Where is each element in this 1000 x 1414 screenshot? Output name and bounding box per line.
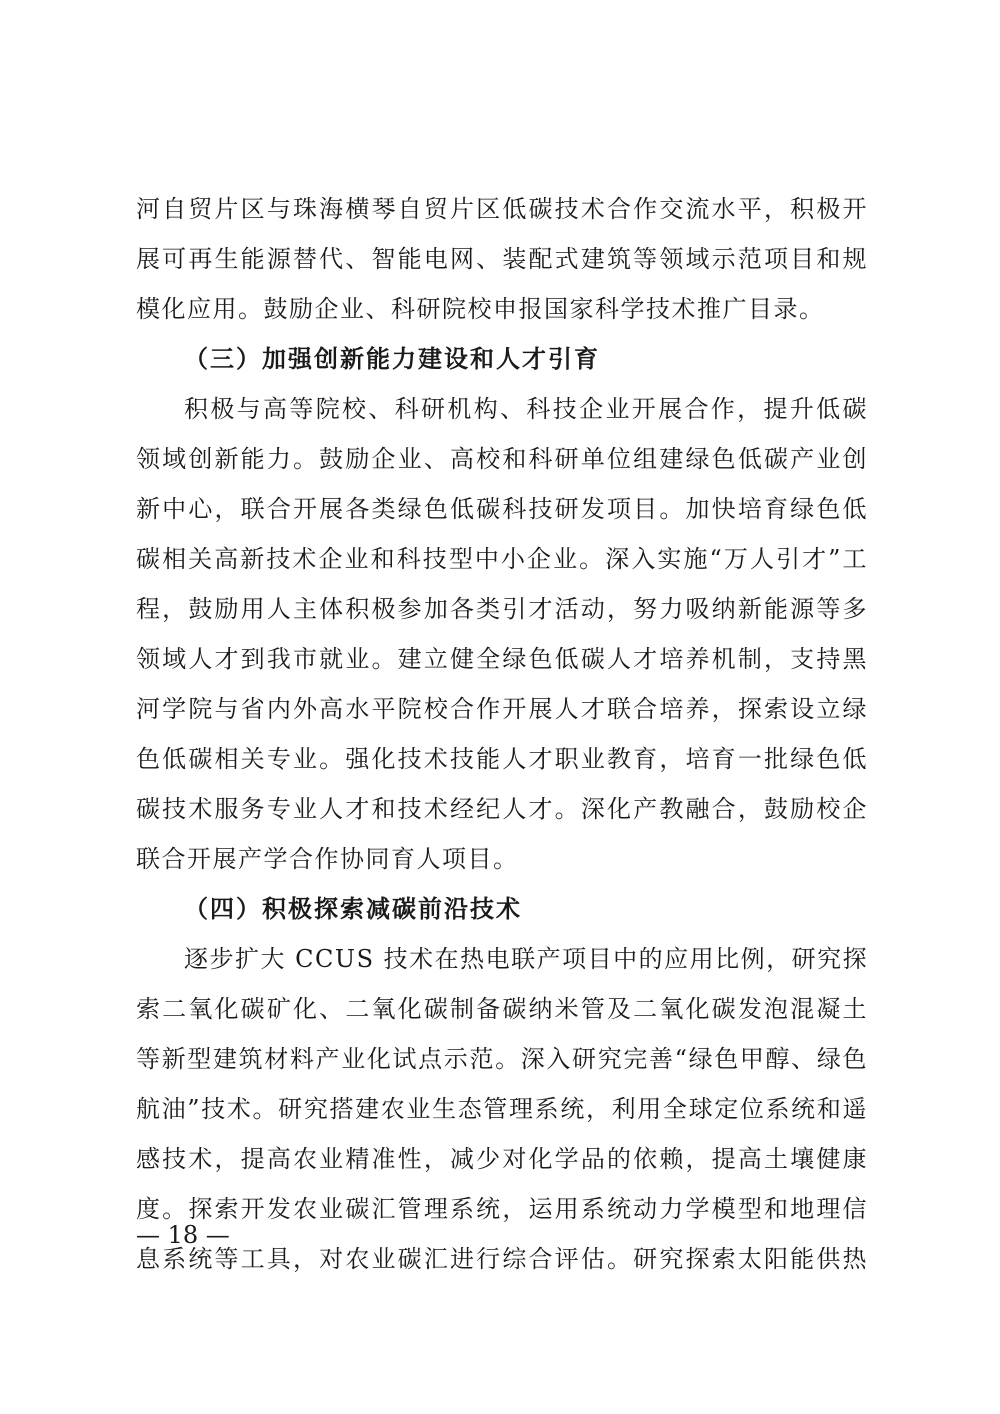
paragraph-line: 度。探索开发农业碳汇管理系统，运用系统动力学模型和地理信 [136,1195,868,1223]
paragraph-line: 碳相关高新技术企业和科技型中小企业。深入实施“万人引才”工 [136,545,868,573]
paragraph-line: 程，鼓励用人主体积极参加各类引才活动，努力吸纳新能源等多 [136,595,868,623]
paragraph-line: 息系统等工具，对农业碳汇进行综合评估。研究探索太阳能供热 [136,1245,868,1273]
paragraph-line: 领域人才到我市就业。建立健全绿色低碳人才培养机制，支持黑 [136,645,868,673]
paragraph-line: 色低碳相关专业。强化技术技能人才职业教育，培育一批绿色低 [136,745,868,773]
paragraph-line: 等新型建筑材料产业化试点示范。深入研究完善“绿色甲醇、绿色 [136,1045,868,1073]
paragraph-line: 逐步扩大 CCUS 技术在热电联产项目中的应用比例，研究探 [184,945,868,973]
paragraph-line: 河学院与省内外高水平院校合作开展人才联合培养，探索设立绿 [136,695,868,723]
paragraph-line: 碳技术服务专业人才和技术经纪人才。深化产教融合，鼓励校企 [136,795,868,823]
document-body [136,184,868,1284]
paragraph-line: 感技术，提高农业精准性，减少对化学品的依赖，提高土壤健康 [136,1145,868,1173]
paragraph-line: 索二氧化碳矿化、二氧化碳制备碳纳米管及二氧化碳发泡混凝土 [136,995,868,1023]
paragraph-line: 新中心，联合开展各类绿色低碳科技研发项目。加快培育绿色低 [136,495,868,523]
paragraph-line: 模化应用。鼓励企业、科研院校申报国家科学技术推广目录。 [136,295,825,323]
paragraph-line: 航油”技术。研究搭建农业生态管理系统，利用全球定位系统和遥 [136,1095,868,1123]
section-heading-4: （四）积极探索减碳前沿技术 [184,895,522,923]
paragraph-line: 河自贸片区与珠海横琴自贸片区低碳技术合作交流水平，积极开 [136,195,868,223]
paragraph-line: 联合开展产学合作协同育人项目。 [136,845,519,873]
page-number: — 18 — [136,1221,230,1249]
paragraph-line: 展可再生能源替代、智能电网、装配式建筑等领域示范项目和规 [136,245,868,273]
paragraph-line: 积极与高等院校、科研机构、科技企业开展合作，提升低碳 [184,395,868,423]
paragraph-line: 领域创新能力。鼓励企业、高校和科研单位组建绿色低碳产业创 [136,445,868,473]
section-heading-3: （三）加强创新能力建设和人才引育 [184,345,600,373]
